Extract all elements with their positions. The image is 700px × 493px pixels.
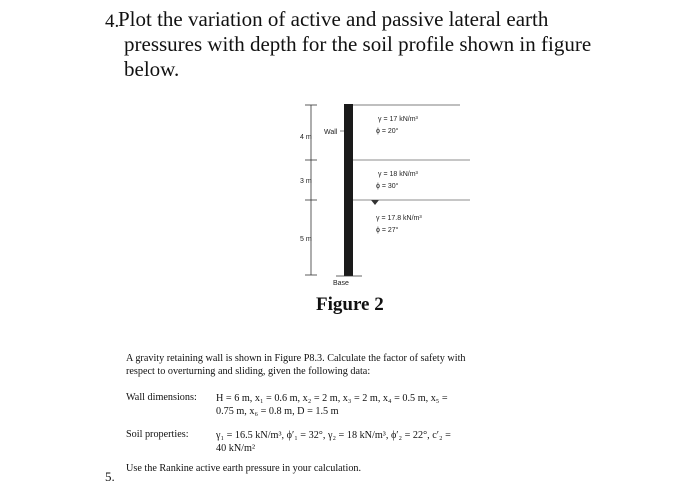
wall-label: Wall bbox=[324, 129, 338, 136]
layer-1-phi: ϕ = 20° bbox=[376, 128, 399, 135]
layer-3-phi: ϕ = 27° bbox=[376, 227, 399, 234]
wall-dimensions-line-2: 0.75 m, x₆ = 0.8 m, D = 1.5 m bbox=[216, 406, 339, 417]
depth-label-2: 3 m bbox=[300, 178, 312, 185]
question-5-number: 5. bbox=[105, 469, 115, 484]
retaining-wall bbox=[344, 104, 353, 276]
question-5-intro-line-1: A gravity retaining wall is shown in Figure P8.3. Calculate the factor of safety with bbox=[126, 353, 466, 364]
soil-properties-values bbox=[216, 429, 536, 455]
question-5-intro bbox=[126, 352, 546, 378]
layer-1-gamma: γ = 17 kN/m³ bbox=[378, 116, 418, 123]
layer-2-phi: ϕ = 30° bbox=[376, 183, 399, 190]
soil-properties-line-1: γ₁ = 16.5 kN/m³, ϕ′₁ = 32°, γ₂ = 18 kN/m³, ϕ′₂ = 22°, c′₂ = bbox=[216, 430, 451, 441]
figure-caption: Figure 2 bbox=[316, 294, 384, 315]
layer-2-gamma: γ = 18 kN/m³ bbox=[378, 171, 418, 178]
depth-label-3: 5 m bbox=[300, 236, 312, 243]
question-4-line-1: Plot the variation of active and passive lateral earth bbox=[118, 7, 549, 31]
depth-label-1: 4 m bbox=[300, 134, 312, 141]
soil-properties-line-2: 40 kN/m² bbox=[216, 443, 255, 454]
water-table-marker bbox=[371, 200, 379, 205]
question-4-number: 4. bbox=[105, 11, 120, 32]
wall-dimensions-line-1: H = 6 m, x₁ = 0.6 m, x₂ = 2 m, x₃ = 2 m, x₄ = 0.5 m, x₅ = bbox=[216, 393, 448, 404]
question-4-line-2: pressures with depth for the soil profile shown in figure bbox=[124, 32, 592, 56]
wall-dimensions-values bbox=[216, 392, 536, 418]
question-4-line-3: below. bbox=[124, 57, 180, 81]
layer-3-gamma: γ = 17.8 kN/m³ bbox=[376, 215, 422, 222]
question-5-intro-line-2: respect to overturning and sliding, given the following data: bbox=[126, 366, 371, 377]
rankine-instruction: Use the Rankine active earth pressure in your calculation. bbox=[126, 463, 362, 474]
soil-properties-label: Soil properties: bbox=[126, 429, 189, 440]
wall-dimensions-label: Wall dimensions: bbox=[126, 392, 197, 403]
base-label: Base bbox=[333, 280, 349, 287]
